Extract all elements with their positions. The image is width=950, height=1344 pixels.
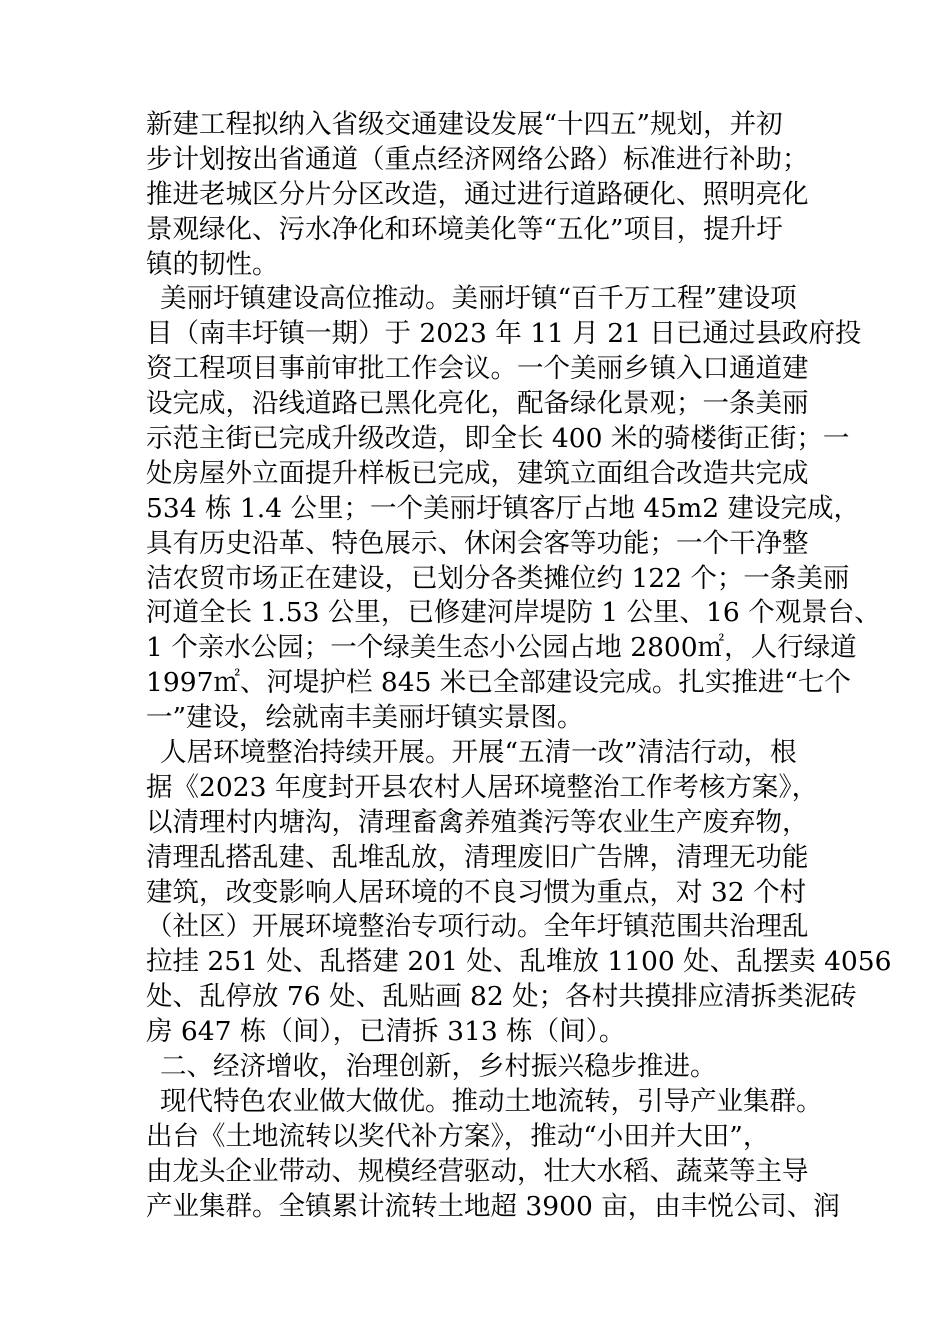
- text-line: 一”建设，绘就南丰美丽圩镇实景图。: [146, 702, 584, 734]
- document-body-text: [146, 108, 892, 1225]
- section-heading: 二、经济增收，治理创新，乡村振兴稳步推进。: [160, 1051, 717, 1083]
- text-line: 镇的韧性。: [146, 248, 279, 280]
- paragraph-start-line: 美丽圩镇建设高位推动。美丽圩镇“百千万工程”建设项: [160, 283, 797, 315]
- text-line: 据《2023 年度封开县农村人居环境整治工作考核方案》，: [146, 771, 819, 803]
- text-line: 由龙头企业带动、规模经营驱动，壮大水稻、蔬菜等主导: [146, 1155, 809, 1187]
- text-line: 拉挂 251 处、乱搭建 201 处、乱堆放 1100 处、乱摆卖 4056: [146, 946, 892, 978]
- text-line: 处、乱停放 76 处、乱贴画 82 处；各村共摸排应清拆类泥砖: [146, 981, 857, 1013]
- text-line: 新建工程拟纳入省级交通建设发展“十四五”规划，并初: [146, 109, 783, 140]
- text-line: 设完成，沿线道路已黑化亮化，配备绿化景观；一条美丽: [146, 388, 809, 420]
- text-line: 处房屋外立面提升样板已完成，建筑立面组合改造共完成: [146, 457, 809, 489]
- text-line: 资工程项目事前审批工作会议。一个美丽乡镇入口通道建: [146, 353, 809, 385]
- paragraph-start-line: 现代特色农业做大做优。推动土地流转，引导产业集群。: [160, 1085, 823, 1117]
- text-line: 出台《土地流转以奖代补方案》，推动“小田并大田”，: [146, 1120, 770, 1152]
- text-line: 建筑，改变影响人居环境的不良习惯为重点，对 32 个村: [146, 876, 807, 908]
- text-line: 洁农贸市场正在建设，已划分各类摊位约 122 个；一条美丽: [146, 562, 850, 594]
- text-line: 步计划按出省通道（重点经济网络公路）标准进行补助；: [146, 143, 809, 175]
- text-line: 推进老城区分片分区改造，通过进行道路硬化、照明亮化: [146, 178, 809, 210]
- paragraph-start-line: 人居环境整治持续开展。开展“五清一改”清洁行动，根: [160, 737, 797, 769]
- text-line: 产业集群。全镇累计流转土地超 3900 亩，由丰悦公司、润: [146, 1190, 840, 1222]
- text-line: 清理乱搭乱建、乱堆乱放，清理废旧广告牌，清理无功能: [146, 841, 809, 873]
- text-line: 河道全长 1.53 公里，已修建河岸堤防 1 公里、16 个观景台、: [146, 597, 881, 629]
- text-line: 1 个亲水公园；一个绿美生态小公园占地 2800㎡，人行绿道: [146, 632, 857, 664]
- text-line: 示范主街已完成升级改造，即全长 400 米的骑楼街正街；一: [146, 423, 850, 455]
- text-line: 具有历史沿革、特色展示、休闲会客等功能；一个干净整: [146, 527, 809, 559]
- text-line: 534 栋 1.4 公里；一个美丽圩镇客厅占地 45m2 建设完成，: [146, 492, 861, 524]
- text-line: 景观绿化、污水净化和环境美化等“五化”项目，提升圩: [146, 213, 783, 245]
- text-line: 房 647 栋（间），已清拆 313 栋（间）。: [146, 1016, 626, 1048]
- text-line: 以清理村内塘沟，清理畜禽养殖粪污等农业生产废弃物，: [146, 806, 809, 838]
- text-line: 目（南丰圩镇一期）于 2023 年 11 月 21 日已通过县政府投: [146, 318, 862, 350]
- text-line: （社区）开展环境整治专项行动。全年圩镇范围共治理乱: [146, 911, 809, 943]
- text-line: 1997㎡、河堤护栏 845 米已全部建设完成。扎实推进“七个: [146, 667, 851, 699]
